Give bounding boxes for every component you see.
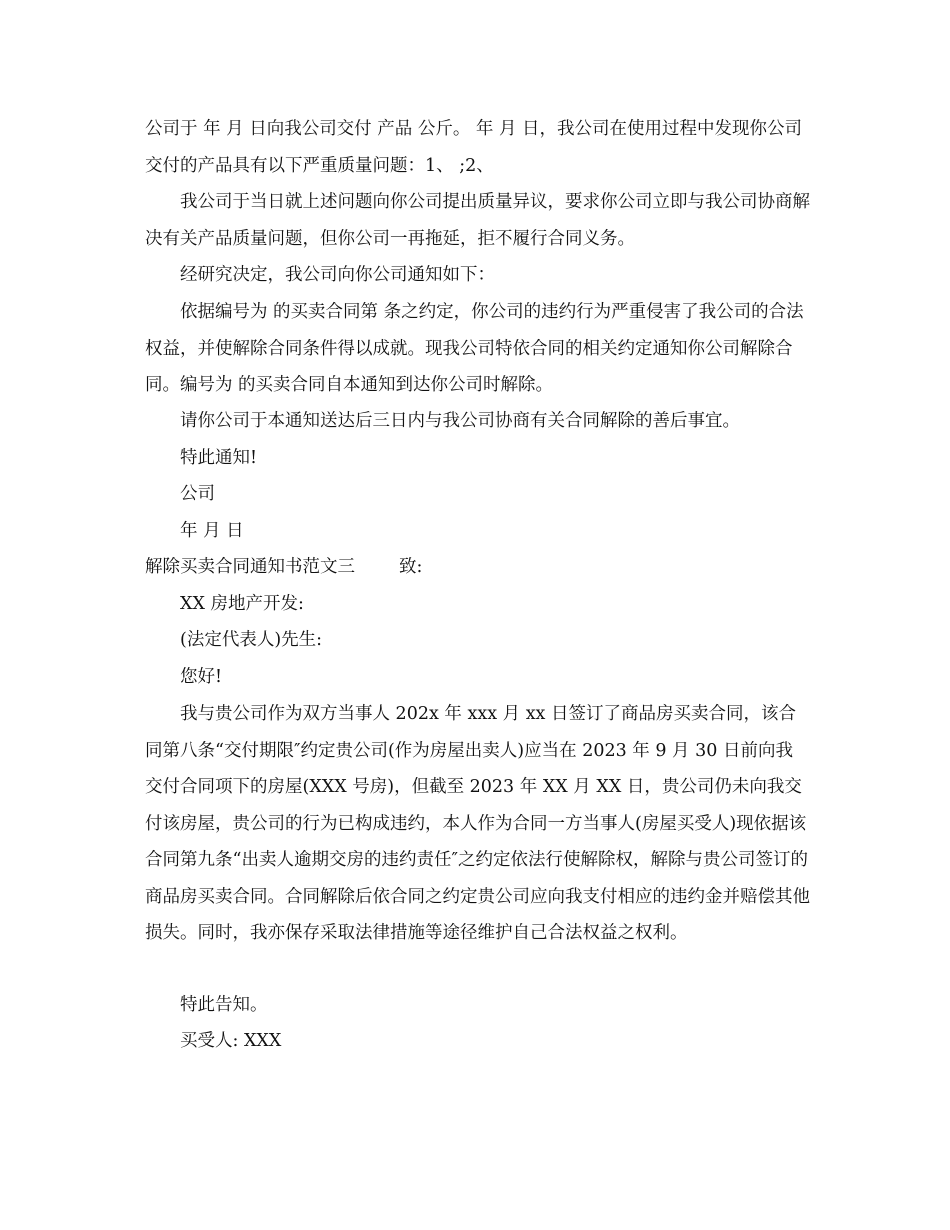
addressee: XX 房地产开发: <box>180 594 304 614</box>
signature-date: 年 月 日 <box>180 521 244 541</box>
section-heading <box>145 549 422 586</box>
paragraph-quality-objection: 我公司于当日就上述问题向你公司提出质量异议，要求你公司立即与我公司协商解决有关产品质量问题，但你公司一再拖延，拒不履行合同义务。 <box>145 192 810 249</box>
buyer-signature: 买受人: XXX <box>180 1031 282 1051</box>
section-title: 解除买卖合同通知书范文三 <box>145 557 355 577</box>
notice-closing-2: 特此告知。 <box>180 995 268 1015</box>
paragraph-delivery-issues: 公司于 年 月 日向我公司交付 产品 公斤。 年 月 日，我公司在使用过程中发现你公司交付的产品具有以下严重质量问题：1、 ;2、 <box>145 119 802 176</box>
greeting: 您好! <box>180 667 223 687</box>
notice-closing: 特此通知! <box>180 448 258 468</box>
paragraph-aftermath: 请你公司于本通知送达后三日内与我公司协商有关合同解除的善后事宜。 <box>180 411 740 431</box>
legal-representative: (法定代表人)先生: <box>180 630 323 650</box>
paragraph-decision: 经研究决定，我公司向你公司通知如下： <box>180 265 495 285</box>
signature-company: 公司 <box>180 484 215 504</box>
section-recipient-label: 致: <box>399 557 423 577</box>
paragraph-termination-basis: 依据编号为 的买卖合同第 条之约定，你公司的违约行为严重侵害了我公司的合法权益，并使解除合同条件得以成就。现我公司特依合同的相关约定通知你公司解除合同。编号为 的买卖合同自本通知到达你公司时解除。 <box>145 302 804 395</box>
paragraph-contract-breach: 我与贵公司作为双方当事人 202x 年 xxx 月 xx 日签订了商品房买卖合同，该合同第八条“交付期限″约定贵公司(作为房屋出卖人)应当在 2023 年 9 月 30 日前向我交付合同项下的房屋(XXX 号房)，但截至 2023 年 XX 月 XX 日，贵公司仍未向我交付该房屋，贵公司的行为已构成违约，本人作为合同一方当事人(房屋买受人)现依据该合同第九条“出卖人逾期交房的违约责任″之约定依法行使解除权，解除与贵公司签订的商品房买卖合同。合同解除后依合同之约定贵公司应向我支付相应的违约金并赔偿其他损失。同时，我亦保存采取法律措施等途径维护自己合法权益之权利。 <box>145 704 810 943</box>
